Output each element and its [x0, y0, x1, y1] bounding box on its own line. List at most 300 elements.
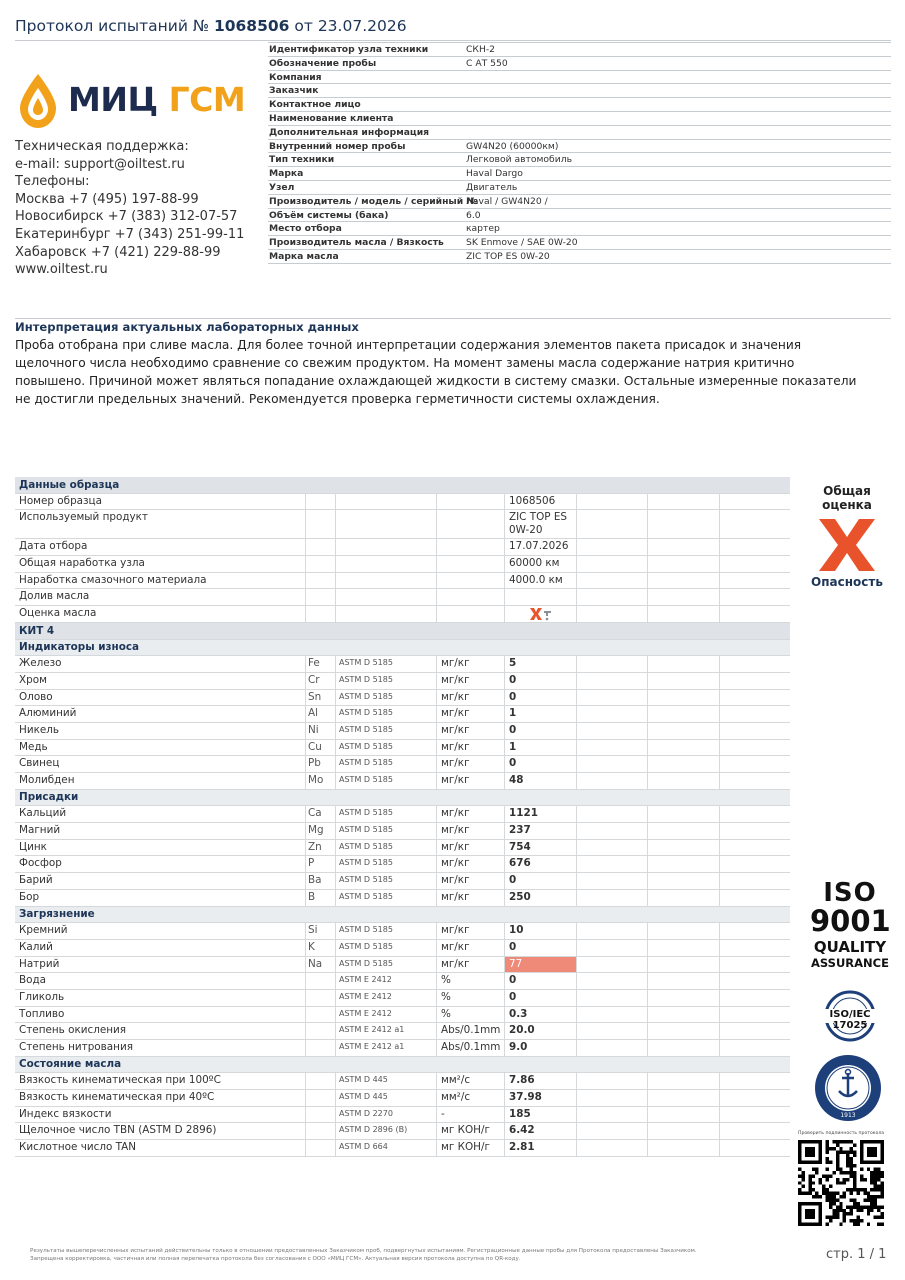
column-divider	[436, 973, 437, 989]
column-divider	[504, 673, 505, 689]
column-divider	[719, 1090, 720, 1106]
column-divider	[719, 494, 720, 510]
column-divider	[576, 940, 577, 956]
column-divider	[504, 1107, 505, 1123]
column-divider	[305, 1007, 306, 1023]
test-method: ASTM E 2412	[339, 1008, 392, 1018]
column-divider	[576, 1073, 577, 1089]
result-value: 754	[509, 840, 531, 853]
overall-assessment	[797, 484, 897, 589]
column-divider	[719, 606, 720, 622]
kit-header	[15, 623, 790, 640]
result-row	[15, 823, 790, 840]
unit: %	[441, 974, 451, 987]
unit: мг/кг	[441, 740, 470, 753]
column-divider	[335, 1090, 336, 1106]
result-value: 9.0	[509, 1041, 528, 1053]
column-divider	[719, 756, 720, 772]
parameter-name: Медь	[19, 740, 48, 753]
result-value: 0	[509, 690, 517, 703]
info-value: СКН-2	[466, 44, 496, 55]
unit: мг/кг	[441, 957, 470, 970]
column-divider	[305, 573, 306, 589]
column-divider	[305, 990, 306, 1006]
page-number: стр. 1 / 1	[826, 1247, 887, 1262]
column-divider	[436, 556, 437, 572]
column-divider	[576, 923, 577, 939]
column-divider	[647, 606, 648, 622]
column-divider	[647, 589, 648, 605]
test-method: ASTM D 5185	[339, 758, 393, 768]
support-line: Телефоны:	[15, 174, 90, 190]
section-title: Индикаторы износа	[19, 640, 140, 653]
parameter-name: Щелочное число TBN (ASTM D 2896)	[19, 1124, 217, 1137]
element-symbol: Sn	[308, 690, 322, 703]
result-value: 7.86	[509, 1074, 535, 1087]
test-method: ASTM D 5185	[339, 858, 393, 868]
column-divider	[335, 690, 336, 706]
column-divider	[305, 656, 306, 672]
column-divider	[436, 723, 437, 739]
info-row	[268, 43, 891, 57]
column-divider	[436, 1123, 437, 1139]
column-divider	[576, 1007, 577, 1023]
column-divider	[576, 1140, 577, 1156]
unit: мг/кг	[441, 924, 470, 937]
result-value: 37.98	[509, 1091, 542, 1104]
parameter-name: Магний	[19, 824, 61, 837]
parameter-name: Фосфор	[19, 857, 62, 870]
test-method: ASTM D 5185	[339, 741, 393, 751]
column-divider	[335, 673, 336, 689]
support-line[interactable]: www.oiltest.ru	[15, 262, 108, 278]
column-divider	[576, 873, 577, 889]
column-divider	[576, 606, 577, 622]
column-divider	[719, 1123, 720, 1139]
sample-row	[15, 510, 790, 539]
column-divider	[576, 1023, 577, 1039]
column-divider	[576, 494, 577, 510]
result-row	[15, 756, 790, 773]
column-divider	[335, 510, 336, 538]
column-divider	[576, 539, 577, 555]
column-divider	[335, 539, 336, 555]
column-divider	[647, 510, 648, 538]
interpretation-title: Интерпретация актуальных лабораторных данных	[15, 320, 359, 334]
column-divider	[647, 957, 648, 973]
column-divider	[719, 673, 720, 689]
result-row	[15, 1123, 790, 1140]
column-divider	[305, 1140, 306, 1156]
column-divider	[436, 606, 437, 622]
column-divider	[719, 1023, 720, 1039]
sample-value: ZIC TOP ES 0W-20	[509, 511, 567, 537]
section-header	[15, 790, 790, 807]
test-method: ASTM D 445	[339, 1075, 388, 1085]
column-divider	[576, 823, 577, 839]
result-value: 185	[509, 1107, 531, 1120]
column-divider	[504, 940, 505, 956]
column-divider	[504, 823, 505, 839]
result-value: 0	[509, 974, 517, 987]
info-row	[268, 209, 891, 223]
parameter-name: Барий	[19, 874, 53, 887]
column-divider	[719, 840, 720, 856]
column-divider	[504, 957, 505, 973]
result-row	[15, 840, 790, 857]
test-method: ASTM D 2270	[339, 1108, 393, 1118]
result-value: 0	[509, 874, 517, 887]
unit: мм²/с	[441, 1091, 471, 1104]
column-divider	[436, 1090, 437, 1106]
column-divider	[647, 706, 648, 722]
element-symbol: Cu	[308, 740, 322, 753]
column-divider	[719, 589, 720, 605]
section-title: Присадки	[19, 790, 79, 803]
column-divider	[335, 840, 336, 856]
column-divider	[576, 656, 577, 672]
column-divider	[504, 1007, 505, 1023]
column-divider	[305, 556, 306, 572]
result-row	[15, 973, 790, 990]
column-divider	[576, 840, 577, 856]
parameter-name: Молибден	[19, 774, 75, 786]
parameter-name: Индекс вязкости	[19, 1107, 112, 1120]
column-divider	[647, 973, 648, 989]
unit: мм²/с	[441, 1074, 471, 1087]
column-divider	[504, 856, 505, 872]
info-label: Контактное лицо	[269, 99, 361, 111]
column-divider	[719, 823, 720, 839]
column-divider	[305, 973, 306, 989]
column-divider	[305, 740, 306, 756]
qr-verification[interactable]	[798, 1131, 884, 1231]
section-header	[15, 1057, 790, 1074]
column-divider	[436, 494, 437, 510]
column-divider	[335, 1040, 336, 1056]
info-row	[268, 195, 891, 209]
section-header	[15, 640, 790, 657]
sample-row	[15, 606, 790, 623]
result-value: 5	[509, 657, 517, 670]
element-symbol: Al	[308, 707, 318, 720]
result-row	[15, 1090, 790, 1107]
support-line: Екатеринбург +7 (343) 251-99-11	[15, 226, 245, 242]
column-divider	[504, 606, 505, 622]
column-divider	[647, 740, 648, 756]
parameter-name: Вода	[19, 974, 47, 987]
element-symbol: K	[308, 940, 315, 953]
info-label: Обозначение пробы	[269, 57, 377, 69]
unit: мг/кг	[441, 757, 470, 770]
result-row	[15, 940, 790, 957]
unit: мг/кг	[441, 840, 470, 853]
result-row	[15, 723, 790, 740]
column-divider	[647, 556, 648, 572]
column-divider	[504, 589, 505, 605]
test-method: ASTM D 5185	[339, 841, 393, 851]
parameter-name: Кальций	[19, 807, 67, 820]
support-line: Москва +7 (495) 197-88-99	[15, 191, 199, 207]
column-divider	[436, 823, 437, 839]
footer-disclaimer: Результаты вышеперечисленных испытаний действительны только в отношении предоставленных Заказчиком проб, подвергнутых испытаниям. Регистрационные данные пробы для Протокола предоставлены Заказчиком. Запрещена корректировка, частичная или полная перепечатка протокола без согласования с ООО «МИЦ ГСМ». Актуальная версия протокола доступна по QR-коду.	[30, 1248, 697, 1262]
column-divider	[576, 957, 577, 973]
column-divider	[436, 1023, 437, 1039]
result-value: 0	[509, 757, 517, 770]
column-divider	[576, 1123, 577, 1139]
column-divider	[436, 740, 437, 756]
test-method: ASTM D 5185	[339, 891, 393, 901]
column-divider	[335, 823, 336, 839]
column-divider	[647, 1107, 648, 1123]
result-value: 676	[509, 857, 531, 870]
column-divider	[719, 1107, 720, 1123]
column-divider	[504, 740, 505, 756]
test-method: ASTM E 2412	[339, 975, 392, 985]
column-divider	[576, 756, 577, 772]
column-divider	[305, 840, 306, 856]
column-divider	[436, 990, 437, 1006]
column-divider	[305, 690, 306, 706]
column-divider	[305, 1073, 306, 1089]
test-method: ASTM D 5185	[339, 875, 393, 885]
result-row	[15, 1140, 790, 1157]
column-divider	[647, 940, 648, 956]
section-title: Данные образца	[19, 479, 120, 491]
column-divider	[647, 990, 648, 1006]
column-divider	[647, 573, 648, 589]
info-row	[268, 71, 891, 85]
result-row	[15, 957, 790, 974]
info-row	[268, 126, 891, 140]
column-divider	[305, 957, 306, 973]
info-value: 6.0	[466, 209, 481, 221]
test-method: ASTM D 5185	[339, 724, 393, 734]
column-divider	[504, 973, 505, 989]
column-divider	[719, 723, 720, 739]
result-value: 1	[509, 740, 517, 753]
result-row	[15, 1040, 790, 1057]
support-contacts	[15, 138, 244, 279]
column-divider	[504, 656, 505, 672]
result-value: 10	[509, 924, 524, 937]
info-label: Место отбора	[269, 223, 342, 235]
column-divider	[504, 556, 505, 572]
result-value: 0	[509, 940, 517, 953]
element-symbol: Na	[308, 957, 323, 970]
info-label: Производитель масла / Вязкость	[269, 237, 444, 249]
column-divider	[647, 1090, 648, 1106]
column-divider	[335, 706, 336, 722]
info-row	[268, 222, 891, 236]
column-divider	[335, 1023, 336, 1039]
info-label: Внутренний номер пробы	[269, 140, 406, 152]
info-label: Дополнительная информация	[269, 126, 430, 138]
column-divider	[305, 494, 306, 510]
column-divider	[335, 873, 336, 889]
element-symbol: B	[308, 890, 316, 903]
column-divider	[436, 573, 437, 589]
qr-caption: Проверить подлинность протокола	[798, 1131, 885, 1136]
column-divider	[576, 890, 577, 906]
column-divider	[719, 1073, 720, 1089]
sample-row	[15, 556, 790, 573]
test-method: ASTM D 5185	[339, 941, 393, 951]
info-row	[268, 181, 891, 195]
column-divider	[719, 990, 720, 1006]
column-divider	[335, 606, 336, 622]
result-value: 77	[509, 957, 523, 970]
column-divider	[504, 1123, 505, 1139]
support-line: Новосибирск +7 (383) 312-07-57	[15, 209, 238, 225]
column-divider	[436, 1140, 437, 1156]
test-method: ASTM D 5185	[339, 658, 393, 668]
oil-danger-icon	[529, 606, 553, 622]
result-value: 1121	[509, 807, 538, 820]
column-divider	[647, 1123, 648, 1139]
column-divider	[436, 539, 437, 555]
column-divider	[305, 589, 306, 605]
element-symbol: Fe	[308, 657, 320, 670]
info-value: ZIC TOP ES 0W-20	[466, 250, 550, 262]
column-divider	[504, 723, 505, 739]
parameter-name: Вязкость кинематическая при 100ºС	[19, 1074, 221, 1087]
column-divider	[504, 806, 505, 822]
column-divider	[305, 773, 306, 789]
column-divider	[436, 1040, 437, 1056]
column-divider	[647, 494, 648, 510]
column-divider	[576, 806, 577, 822]
column-divider	[576, 773, 577, 789]
sample-value: 60000 км	[509, 557, 560, 570]
qr-code-icon[interactable]	[798, 1140, 884, 1226]
results-table	[15, 477, 790, 1157]
result-value: 237	[509, 824, 531, 837]
result-row	[15, 923, 790, 940]
column-divider	[504, 1023, 505, 1039]
column-divider	[647, 890, 648, 906]
column-divider	[436, 873, 437, 889]
info-row	[268, 84, 891, 98]
info-value: Легковой автомобиль	[466, 154, 572, 166]
column-divider	[335, 740, 336, 756]
unit: мг/кг	[441, 690, 470, 703]
result-row	[15, 1023, 790, 1040]
result-value: 0	[509, 990, 517, 1003]
test-method: ASTM E 2412 a1	[339, 1025, 405, 1035]
logo-text: МИЦ ГСМ	[68, 80, 246, 119]
info-label: Производитель / модель / серийный №	[269, 195, 478, 207]
test-method: ASTM D 2896 (B)	[339, 1125, 408, 1135]
column-divider	[335, 556, 336, 572]
column-divider	[335, 806, 336, 822]
element-symbol: Cr	[308, 673, 320, 686]
overall-title: Общая оценка	[822, 484, 872, 512]
parameter-name: Калий	[19, 940, 53, 953]
column-divider	[504, 573, 505, 589]
column-divider	[436, 940, 437, 956]
unit: мг/кг	[441, 874, 470, 887]
anchor-seal-icon	[813, 1053, 883, 1123]
test-method: ASTM D 5185	[339, 691, 393, 701]
column-divider	[719, 1007, 720, 1023]
parameter-name: Хром	[19, 673, 47, 686]
column-divider	[647, 856, 648, 872]
unit: мг КОН/г	[441, 1124, 490, 1137]
report-date: от 23.07.2026	[294, 17, 407, 35]
column-divider	[647, 1140, 648, 1156]
column-divider	[305, 723, 306, 739]
column-divider	[504, 510, 505, 538]
column-divider	[719, 539, 720, 555]
info-value: Haval Dargo	[466, 168, 523, 180]
result-row	[15, 1107, 790, 1124]
column-divider	[504, 990, 505, 1006]
column-divider	[436, 756, 437, 772]
info-value: С АТ 550	[466, 57, 508, 69]
unit: мг/кг	[441, 824, 470, 837]
info-row	[268, 57, 891, 71]
column-divider	[436, 923, 437, 939]
column-divider	[504, 539, 505, 555]
sample-label: Используемый продукт	[19, 511, 148, 524]
column-divider	[719, 940, 720, 956]
laboratory-seal	[813, 1053, 883, 1123]
info-label: Наименование клиента	[269, 112, 394, 124]
section-header	[15, 907, 790, 924]
support-line: Хабаровск +7 (421) 229-88-99	[15, 244, 221, 260]
column-divider	[335, 773, 336, 789]
column-divider	[436, 1107, 437, 1123]
unit: мг/кг	[441, 807, 470, 820]
column-divider	[576, 556, 577, 572]
column-divider	[719, 806, 720, 822]
column-divider	[305, 856, 306, 872]
column-divider	[335, 923, 336, 939]
parameter-name: Степень нитрования	[19, 1041, 133, 1053]
column-divider	[719, 973, 720, 989]
result-row	[15, 873, 790, 890]
column-divider	[335, 723, 336, 739]
column-divider	[576, 573, 577, 589]
element-symbol: Si	[308, 924, 318, 937]
result-value: 0	[509, 673, 517, 686]
info-row	[268, 112, 891, 126]
overall-verdict: Опасность	[811, 575, 883, 589]
column-divider	[335, 756, 336, 772]
unit: мг/кг	[441, 657, 470, 670]
section-divider	[15, 318, 891, 319]
column-divider	[719, 1140, 720, 1156]
support-line[interactable]: e-mail: support@oiltest.ru	[15, 156, 185, 172]
element-symbol: Ba	[308, 874, 322, 887]
sample-info-table	[268, 42, 891, 264]
column-divider	[305, 1123, 306, 1139]
sample-row	[15, 539, 790, 556]
column-divider	[576, 510, 577, 538]
column-divider	[647, 756, 648, 772]
element-symbol: Mo	[308, 774, 324, 786]
test-method: ASTM D 445	[339, 1092, 388, 1102]
column-divider	[576, 1090, 577, 1106]
parameter-name: Свинец	[19, 757, 60, 770]
info-value: SK Enmove / SAE 0W-20	[466, 237, 578, 249]
column-divider	[719, 773, 720, 789]
test-method: ASTM D 664	[339, 1142, 388, 1152]
column-divider	[436, 1007, 437, 1023]
info-label: Объём системы (бака)	[269, 209, 389, 221]
test-method: ASTM D 5185	[339, 674, 393, 684]
